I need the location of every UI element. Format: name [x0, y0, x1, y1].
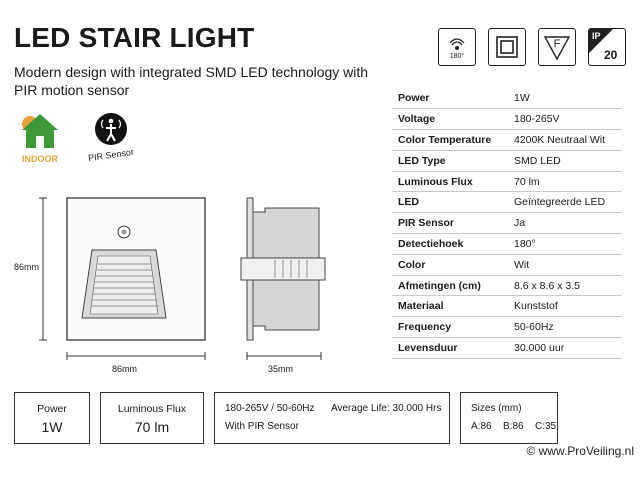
flux-label: Luminous Flux: [117, 403, 187, 415]
spec-value: 4200K Neutraal Wit: [508, 130, 622, 151]
spec-key: LED Type: [392, 150, 508, 171]
spec-key: Power: [392, 88, 508, 109]
spec-row: [392, 317, 622, 338]
ip-rating-badge: [588, 28, 626, 66]
class-ii-badge: [488, 28, 526, 66]
sensor-angle-badge: [438, 28, 476, 66]
pir-sensor-icon: [84, 110, 138, 152]
spec-key: PIR Sensor: [392, 213, 508, 234]
flux-value: 70 lm: [134, 419, 170, 435]
spec-key: Luminous Flux: [392, 171, 508, 192]
pir-line: With PIR Sensor: [225, 421, 299, 432]
spec-row: [392, 171, 622, 192]
spec-value: 50-60Hz: [508, 317, 622, 338]
f-mark-text: F: [553, 38, 561, 50]
life-line: Average Life: 30.000 Hrs: [331, 403, 442, 414]
spec-value: Ja: [508, 213, 622, 234]
spec-row: [392, 130, 622, 151]
f-mark-badge: [538, 28, 576, 66]
double-insulation-icon: [489, 29, 525, 65]
size-c: C:35: [535, 421, 557, 432]
voltage-line: 180-265V / 50-60Hz: [225, 403, 315, 414]
spec-row: [392, 338, 622, 359]
power-box: [14, 392, 90, 444]
front-view-drawing: [30, 190, 210, 380]
ip-prefix-text: IP: [592, 31, 601, 41]
spec-value: 8.6 x 8.6 x 3.5: [508, 275, 622, 296]
spec-value: Geïntegreerde LED: [508, 192, 622, 213]
spec-row: [392, 213, 622, 234]
spec-row: [392, 109, 622, 130]
spec-table: [392, 88, 622, 359]
spec-row: [392, 88, 622, 109]
watermark: © www.ProVeiling.nl: [526, 444, 634, 458]
pir-badge: [84, 110, 138, 168]
spec-key: Voltage: [392, 109, 508, 130]
power-label: Power: [37, 403, 67, 415]
size-b: B:86: [503, 421, 524, 432]
spec-key: Materiaal: [392, 296, 508, 317]
page-title: LED STAIR LIGHT: [14, 22, 255, 53]
sizes-box: [460, 392, 558, 444]
spec-row: [392, 254, 622, 275]
spec-value: Wit: [508, 254, 622, 275]
pir-label: PIR Sensor: [87, 146, 135, 164]
sensor-angle-text: 180°: [449, 53, 465, 60]
page-subtitle: Modern design with integrated SMD LED technology with PIR motion sensor: [14, 64, 369, 98]
flux-box: [100, 392, 204, 444]
depth-dimension: 35mm: [268, 364, 294, 374]
electrical-box: [214, 392, 450, 444]
indoor-label: INDOOR: [22, 154, 58, 164]
spec-key: Detectiehoek: [392, 234, 508, 255]
side-view-drawing: [235, 190, 335, 380]
sizes-label: Sizes (mm): [471, 403, 522, 414]
spec-row: [392, 275, 622, 296]
spec-value: 30.000 uur: [508, 338, 622, 359]
power-value: 1W: [41, 419, 63, 435]
spec-key: Levensduur: [392, 338, 508, 359]
spec-key: Color Temperature: [392, 130, 508, 151]
spec-key: Afmetingen (cm): [392, 275, 508, 296]
ip-number-text: 20: [604, 48, 618, 62]
spec-value: 180°: [508, 234, 622, 255]
spec-row: [392, 192, 622, 213]
spec-value: 70 lm: [508, 171, 622, 192]
height-dimension: 86mm: [14, 262, 40, 272]
spec-value: Kunststof: [508, 296, 622, 317]
spec-key: Color: [392, 254, 508, 275]
size-a: A:86: [471, 421, 492, 432]
spec-row: [392, 234, 622, 255]
spec-value: 180-265V: [508, 109, 622, 130]
width-dimension: 86mm: [112, 364, 138, 374]
spec-row: [392, 296, 622, 317]
indoor-badge: [18, 108, 62, 168]
spec-value: 1W: [508, 88, 622, 109]
spec-key: LED: [392, 192, 508, 213]
spec-row: [392, 150, 622, 171]
house-icon: [18, 108, 62, 152]
spec-key: Frequency: [392, 317, 508, 338]
spec-value: SMD LED: [508, 150, 622, 171]
